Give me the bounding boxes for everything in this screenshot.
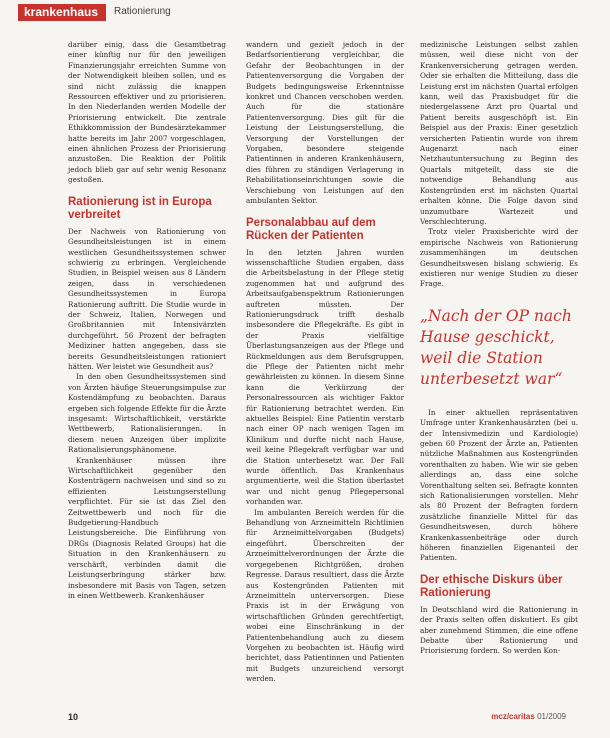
paragraph: medizinische Leistungen selbst zahlen müssen, weil diese nicht von der Krankenversicherung getragen werden. Oder sie erhalten die Mitteilung, dass die Leistung erst im nächsten Quartal erfolgen kann, weil das Praxisbudget für die niedergelassene Arzt pro Quartal und Patient bereits ausgeschöpft ist. Ein Beispiel aus der Praxis: Einer gesetzlich versicherten Patientin wurde von ihrem Augenarzt nach einer Netzhautuntersuchung zu Beginn des Quartals mitgeteilt, dass sie die notwendige Behandlung aus Kostengründen erst im nächsten Quartal erhalten könne. Die Folge davon sind unzumutbare Wartezeit und Verschlechterung. <box>420 40 578 226</box>
paragraph: In den letzten Jahren wurden wissenschaftliche Studien ergaben, dass die Arbeitsbelastung in der Pflege stetig zugenommen hat und aufgrund des Arbeitsaufgabenspektrum Rationierungen auftreten müssten. Der Rationierungsdruck trifft deshalb insbesondere die Pflegekräfte. Es gibt in der Praxis vielfältige Überlastungsanzeigen aus der Pflege und Rückmeldungen aus dem Berufsgruppen, die Pflege der Patienten nicht mehr gewährleisten zu können. In diesem Sinne kann die Verkürzung der Personalressourcen als wichtiger Faktor für Rationierung betrachtet werden. Ein aktuelles Beispiel: Eine Patientin verstarb nach einer OP nach wenigen Tagen im Klinikum und durfte nicht nach Hause, weil keine Pflegekraft verfügbar war und die Station unterbesetzt war. Der Fall wurde öffentlich. Das Krankenhaus argumentierte, weil die Station überlastet war und nicht genug Pflegepersonal vorhanden war. <box>246 247 404 507</box>
paragraph: darüber einig, dass die Gesamtbetrag einer künftig nur für den jeweiligen Finanzierungsjahr erreichten Summe von der Notwendigkeit bleiben sollen, und es sind nicht zulässig die knappen Ressourcen effektiver und zu priorisieren. In den Niederlanden werden Modelle der Priorisierung entwickelt. Die zentrale Ethikkommission der Bundesärztekammer hatte bereits im Jahr 2007 vorgeschlagen, einen ähnlichen Prozess der Priorisierung anzustoßen. Die Reaktion der Politik jedoch blieb gar auf sehr wenig Resonanz gestoßen. <box>68 40 226 185</box>
paragraph: Der Nachweis von Rationierung von Gesundheitsleistungen ist in einem westlichen Gesundheitssystemen schwer schwierig zu erbringen. Vergleichende Studien, in Beispiel weisen aus 8 Ländern zeigen, dass in verschiedenen Gesundheitssystemen in Europa Rationierung auftritt. Die Studie wurde in der Schweiz, Italien, Norwegen und Großbritannien mit Intensivärzten durchgeführt. 56 Prozent der befragten Mediziner hatten angegeben, dass sie bereits Gesundheitsleistungen rationiert hätten. Wer leistet wie Gesundheit aus? <box>68 226 226 371</box>
paragraph: wandern und gezielt jedoch in der Bedarfsorientierung vergleichbar, die Gefahr der Beobachtungen in der Patientenversorgung die Vorgaben der Budgets bedingungsweise Erkenntnisse konkret und Chancen verschoben werden. Auch für die stationäre Patientenversorgung. Dies gilt für die Leistung der Leistungserstellung, die Versorgung der Vorstellungen der Vorgaben, besondere steigende Patientinnen in anderen Krankenhäusern, dies führen zu ständigen Verlagerung in Rehabilitationseinrichtungen sowie die Verschiebung von Leistungen auf den ambulanten Sektor. <box>246 40 404 206</box>
section-label: Rationierung <box>114 6 171 17</box>
paragraph: Trotz vieler Praxisberichte wird der empirische Nachweis von Rationierung zusammenhängen im deutschen Gesundheitswesen bislang schwierig. Es existieren nur wenige Studien zu dieser Frage. <box>420 227 578 289</box>
publication-issue: 01/2009 <box>537 712 566 721</box>
subheading: Personalabbau auf dem Rücken der Patienten <box>246 216 376 242</box>
page-number: 10 <box>68 712 79 722</box>
paragraph: In einer aktuellen repräsentativen Umfrage unter Krankenhausärzten (bei u. der Intensivmedizin und Kardiologie) geben 60 Prozent der Ärzte an, Patienten nützliche Maßnahmen aus Kostengründen vorenthalten zu haben. Wie wir sie geben allerdings an, dass eine solche Vorenthaltung selten sei. Befragte konnten sich Rationalisierungen vorstellen. Mehr als 80 Prozent der Befragten fordern zusätzliche finanzielle Mittel für das Gesundheitswesen, durch höhere Krankenkassenbeiträge oder durch höheren finanziellen Eigenanteil der Patienten. <box>420 407 578 563</box>
publication-info <box>491 712 566 721</box>
pull-quote: „Nach der OP nach Hause geschickt, weil die Station unterbesetzt war“ <box>420 306 572 388</box>
text-column-2 <box>246 40 404 685</box>
publication-name: mcz/caritas <box>491 712 535 721</box>
subheading: Rationierung ist in Europa verbreitet <box>68 195 212 221</box>
text-column-1 <box>68 40 226 601</box>
text-column-3 <box>420 40 578 657</box>
paragraph: In Deutschland wird die Rationierung in der Praxis selten offen diskutiert. Es gibt aber zunehmend Stimmen, die eine offene Debatte über Rationierung und Priorisierung fordern. So werden Kon- <box>420 604 578 656</box>
page-header <box>0 0 610 24</box>
magazine-label: krankenhaus <box>18 4 106 21</box>
paragraph: Krankenhäuser müssen ihre Wirtschaftlichkeit gegenüber den Kostenträgern nachweisen und sind so zu effizienten Leistungserstellung verpflichtet. Für sie ist das Ziel den Zeitwettbewerb und noch für die Budgetierung-Handbuch Leistungsbereiche. Die Einführung von DRGs (Diagnosis Related Groups) hat die Situation in den Krankenhäusern zu verschärft, verbinden damit die Leistungserbringung stärker bzw. insbesondere mit Basis von Tagen, setzen in einen Wettbewerb. Krankenhäuser <box>68 455 226 600</box>
subheading: Der ethische Diskurs über Rationierung <box>420 573 563 599</box>
paragraph: Im ambulanten Bereich werden für die Behandlung von Arzneimitteln Richtlinien für Arzneimittelvorgaben (Budgets) eingeführt. Überschreiten der Arzneimittelverordnungen der Ärzte die vorgegebenen Richtgrößen, drohen Regresse. Daraus resultiert, dass die Ärzte aus Kostengründen Patienten mit Arzneimitteln unterversorgen. Diese Praxis ist in der Erwägung von wirtschaftlichen Gründen gerechtfertigt, wobei eine Einschränkung in der Patientenbehandlung auch zu diesem Vorgehen zu beobachten ist. Häufig wird berichtet, dass Patientinnen und Patienten mit Budgets unzureichend versorgt werden. <box>246 507 404 684</box>
paragraph: In den oben Gesundheitssystemen sind von Ärzten häufige Steuerungsimpulse zur Kostendämpfung zu beobachten. Daraus ergeben sich folgende Effekte für die Ärzte insgesamt: Wirtschaftlichkeit, verstärkte Wettbewerb, Rationalisierungen. In diesem neuen Anzeigen über implizite Rationalisierungsphänomene. <box>68 372 226 455</box>
